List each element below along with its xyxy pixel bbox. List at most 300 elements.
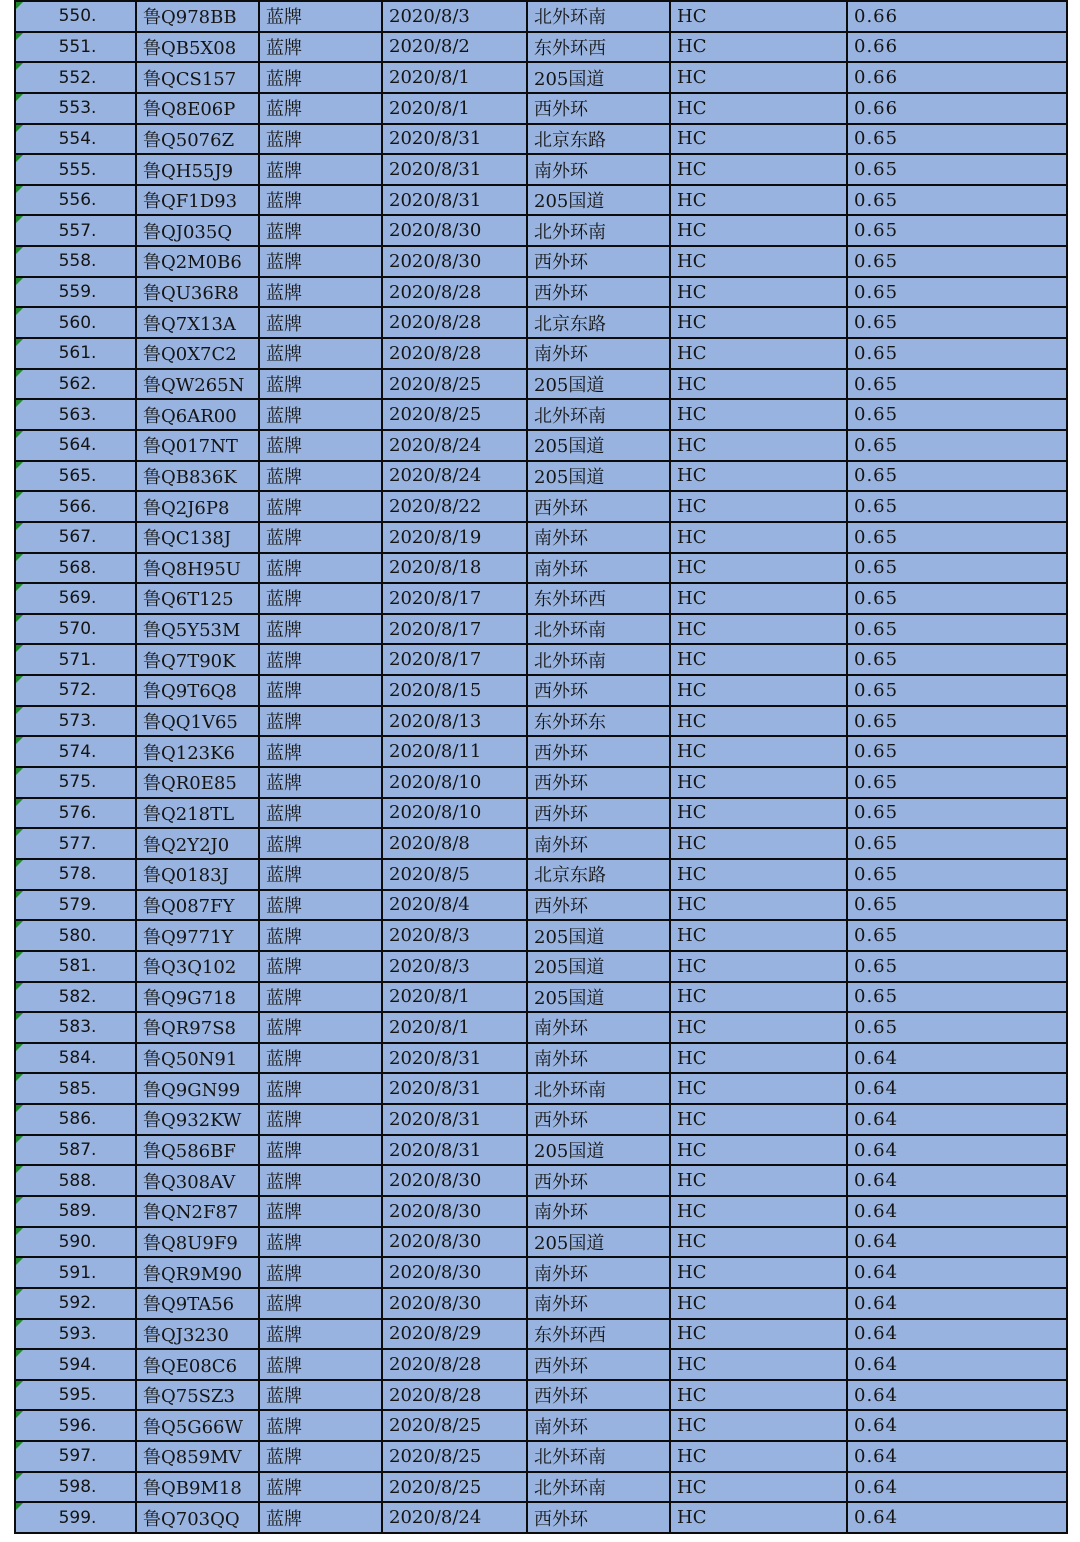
plate-color-cell[interactable]: 蓝牌 [259,920,382,951]
date-cell[interactable]: 2020/8/10 [382,798,527,829]
value-cell[interactable]: 0.64 [847,1380,1067,1411]
value-cell[interactable]: 0.64 [847,1073,1067,1104]
date-cell[interactable]: 2020/8/3 [382,920,527,951]
row-index-cell[interactable] [15,1257,136,1288]
value-cell[interactable]: 0.65 [847,798,1067,829]
value-cell[interactable]: 0.65 [847,675,1067,706]
plate-color-cell[interactable]: 蓝牌 [259,1319,382,1350]
date-cell[interactable]: 2020/8/24 [382,430,527,461]
pollutant-type-cell[interactable]: HC [670,828,847,859]
row-index-cell[interactable] [15,553,136,584]
value-cell[interactable]: 0.65 [847,583,1067,614]
row-index-cell[interactable] [15,736,136,767]
value-cell[interactable]: 0.65 [847,215,1067,246]
plate-color-cell[interactable]: 蓝牌 [259,675,382,706]
plate-cell[interactable]: 鲁Q9GN99 [136,1073,259,1104]
plate-cell[interactable]: 鲁Q5G66W [136,1410,259,1441]
row-index-cell[interactable] [15,706,136,737]
location-cell[interactable]: 西外环 [527,675,670,706]
location-cell[interactable]: 南外环 [527,828,670,859]
row-index-cell[interactable] [15,1410,136,1441]
date-cell[interactable]: 2020/8/18 [382,553,527,584]
value-cell[interactable]: 0.64 [847,1135,1067,1166]
value-cell[interactable]: 0.65 [847,767,1067,798]
value-cell[interactable]: 0.65 [847,890,1067,921]
plate-cell[interactable]: 鲁QB9M18 [136,1472,259,1503]
plate-cell[interactable]: 鲁Q8E06P [136,93,259,124]
plate-cell[interactable]: 鲁QCS157 [136,62,259,93]
date-cell[interactable]: 2020/8/31 [382,154,527,185]
date-cell[interactable]: 2020/8/28 [382,1380,527,1411]
row-index-cell[interactable] [15,1319,136,1350]
value-cell[interactable]: 0.66 [847,62,1067,93]
date-cell[interactable]: 2020/8/28 [382,307,527,338]
plate-color-cell[interactable]: 蓝牌 [259,93,382,124]
pollutant-type-cell[interactable]: HC [670,982,847,1013]
location-cell[interactable]: 北外环南 [527,614,670,645]
date-cell[interactable]: 2020/8/13 [382,706,527,737]
pollutant-type-cell[interactable]: HC [670,215,847,246]
plate-color-cell[interactable]: 蓝牌 [259,491,382,522]
value-cell[interactable]: 0.64 [847,1257,1067,1288]
row-index-cell[interactable] [15,1441,136,1472]
value-cell[interactable]: 0.64 [847,1288,1067,1319]
plate-color-cell[interactable]: 蓝牌 [259,369,382,400]
date-cell[interactable]: 2020/8/3 [382,1,527,32]
row-index-cell[interactable] [15,1012,136,1043]
value-cell[interactable]: 0.65 [847,706,1067,737]
pollutant-type-cell[interactable]: HC [670,1043,847,1074]
pollutant-type-cell[interactable]: HC [670,675,847,706]
plate-cell[interactable]: 鲁Q7X13A [136,307,259,338]
date-cell[interactable]: 2020/8/25 [382,399,527,430]
location-cell[interactable]: 南外环 [527,1288,670,1319]
location-cell[interactable]: 北外环南 [527,1073,670,1104]
date-cell[interactable]: 2020/8/2 [382,32,527,63]
plate-color-cell[interactable]: 蓝牌 [259,277,382,308]
plate-color-cell[interactable]: 蓝牌 [259,1043,382,1074]
row-index-cell[interactable] [15,461,136,492]
location-cell[interactable]: 北外环南 [527,1472,670,1503]
value-cell[interactable]: 0.64 [847,1104,1067,1135]
location-cell[interactable]: 西外环 [527,246,670,277]
plate-cell[interactable]: 鲁QF1D93 [136,185,259,216]
value-cell[interactable]: 0.66 [847,32,1067,63]
pollutant-type-cell[interactable]: HC [670,1104,847,1135]
value-cell[interactable]: 0.64 [847,1349,1067,1380]
date-cell[interactable]: 2020/8/19 [382,522,527,553]
date-cell[interactable]: 2020/8/28 [382,338,527,369]
row-index-cell[interactable] [15,185,136,216]
value-cell[interactable]: 0.65 [847,491,1067,522]
pollutant-type-cell[interactable]: HC [670,706,847,737]
location-cell[interactable]: 东外环西 [527,1319,670,1350]
pollutant-type-cell[interactable]: HC [670,1380,847,1411]
value-cell[interactable]: 0.65 [847,920,1067,951]
location-cell[interactable]: 南外环 [527,1012,670,1043]
value-cell[interactable]: 0.64 [847,1410,1067,1441]
plate-cell[interactable]: 鲁QB836K [136,461,259,492]
location-cell[interactable]: 南外环 [527,1043,670,1074]
location-cell[interactable]: 205国道 [527,951,670,982]
plate-color-cell[interactable]: 蓝牌 [259,1196,382,1227]
date-cell[interactable]: 2020/8/1 [382,982,527,1013]
date-cell[interactable]: 2020/8/30 [382,1257,527,1288]
plate-color-cell[interactable]: 蓝牌 [259,644,382,675]
location-cell[interactable]: 东外环西 [527,32,670,63]
row-index-cell[interactable] [15,32,136,63]
date-cell[interactable]: 2020/8/25 [382,1441,527,1472]
value-cell[interactable]: 0.64 [847,1165,1067,1196]
value-cell[interactable]: 0.64 [847,1502,1067,1533]
plate-cell[interactable]: 鲁Q75SZ3 [136,1380,259,1411]
value-cell[interactable]: 0.65 [847,154,1067,185]
plate-color-cell[interactable]: 蓝牌 [259,1288,382,1319]
date-cell[interactable]: 2020/8/30 [382,1288,527,1319]
row-index-cell[interactable] [15,1349,136,1380]
pollutant-type-cell[interactable]: HC [670,32,847,63]
plate-cell[interactable]: 鲁Q8H95U [136,553,259,584]
location-cell[interactable]: 南外环 [527,338,670,369]
plate-color-cell[interactable]: 蓝牌 [259,62,382,93]
value-cell[interactable]: 0.65 [847,461,1067,492]
plate-color-cell[interactable]: 蓝牌 [259,767,382,798]
date-cell[interactable]: 2020/8/31 [382,1135,527,1166]
plate-cell[interactable]: 鲁Q3Q102 [136,951,259,982]
location-cell[interactable]: 北外环南 [527,1441,670,1472]
plate-cell[interactable]: 鲁Q2J6P8 [136,491,259,522]
plate-cell[interactable]: 鲁Q123K6 [136,736,259,767]
value-cell[interactable]: 0.65 [847,338,1067,369]
pollutant-type-cell[interactable]: HC [670,736,847,767]
value-cell[interactable]: 0.64 [847,1227,1067,1258]
location-cell[interactable]: 西外环 [527,1380,670,1411]
location-cell[interactable]: 西外环 [527,767,670,798]
value-cell[interactable]: 0.66 [847,93,1067,124]
row-index-cell[interactable] [15,430,136,461]
pollutant-type-cell[interactable]: HC [670,1349,847,1380]
date-cell[interactable]: 2020/8/22 [382,491,527,522]
plate-cell[interactable]: 鲁QR9M90 [136,1257,259,1288]
date-cell[interactable]: 2020/8/31 [382,124,527,155]
plate-cell[interactable]: 鲁QE08C6 [136,1349,259,1380]
plate-color-cell[interactable]: 蓝牌 [259,1349,382,1380]
location-cell[interactable]: 南外环 [527,1257,670,1288]
plate-cell[interactable]: 鲁Q703QQ [136,1502,259,1533]
row-index-cell[interactable] [15,920,136,951]
plate-color-cell[interactable]: 蓝牌 [259,307,382,338]
location-cell[interactable]: 东外环西 [527,583,670,614]
plate-cell[interactable]: 鲁Q5076Z [136,124,259,155]
pollutant-type-cell[interactable]: HC [670,307,847,338]
location-cell[interactable]: 205国道 [527,62,670,93]
plate-color-cell[interactable]: 蓝牌 [259,583,382,614]
plate-cell[interactable]: 鲁QU36R8 [136,277,259,308]
plate-color-cell[interactable]: 蓝牌 [259,1104,382,1135]
value-cell[interactable]: 0.65 [847,859,1067,890]
plate-color-cell[interactable]: 蓝牌 [259,215,382,246]
value-cell[interactable]: 0.65 [847,982,1067,1013]
location-cell[interactable]: 南外环 [527,1410,670,1441]
plate-cell[interactable]: 鲁QQ1V65 [136,706,259,737]
location-cell[interactable]: 南外环 [527,553,670,584]
pollutant-type-cell[interactable]: HC [670,1441,847,1472]
date-cell[interactable]: 2020/8/31 [382,1104,527,1135]
location-cell[interactable]: 北京东路 [527,124,670,155]
row-index-cell[interactable] [15,828,136,859]
date-cell[interactable]: 2020/8/30 [382,1227,527,1258]
plate-color-cell[interactable]: 蓝牌 [259,1410,382,1441]
pollutant-type-cell[interactable]: HC [670,859,847,890]
value-cell[interactable]: 0.65 [847,1012,1067,1043]
pollutant-type-cell[interactable]: HC [670,1502,847,1533]
location-cell[interactable]: 西外环 [527,798,670,829]
row-index-cell[interactable] [15,246,136,277]
location-cell[interactable]: 205国道 [527,430,670,461]
value-cell[interactable]: 0.65 [847,951,1067,982]
pollutant-type-cell[interactable]: HC [670,185,847,216]
plate-cell[interactable]: 鲁Q978BB [136,1,259,32]
date-cell[interactable]: 2020/8/31 [382,185,527,216]
plate-cell[interactable]: 鲁Q9G718 [136,982,259,1013]
plate-cell[interactable]: 鲁Q5Y53M [136,614,259,645]
date-cell[interactable]: 2020/8/1 [382,1012,527,1043]
value-cell[interactable]: 0.65 [847,307,1067,338]
pollutant-type-cell[interactable]: HC [670,246,847,277]
plate-cell[interactable]: 鲁QR0E85 [136,767,259,798]
value-cell[interactable]: 0.64 [847,1043,1067,1074]
location-cell[interactable]: 205国道 [527,369,670,400]
row-index-cell[interactable] [15,338,136,369]
date-cell[interactable]: 2020/8/25 [382,1472,527,1503]
pollutant-type-cell[interactable]: HC [670,522,847,553]
row-index-cell[interactable] [15,307,136,338]
plate-color-cell[interactable]: 蓝牌 [259,736,382,767]
pollutant-type-cell[interactable]: HC [670,338,847,369]
value-cell[interactable]: 0.65 [847,522,1067,553]
date-cell[interactable]: 2020/8/30 [382,1165,527,1196]
plate-cell[interactable]: 鲁Q9771Y [136,920,259,951]
pollutant-type-cell[interactable]: HC [670,767,847,798]
pollutant-type-cell[interactable]: HC [670,951,847,982]
value-cell[interactable]: 0.66 [847,1,1067,32]
date-cell[interactable]: 2020/8/1 [382,62,527,93]
pollutant-type-cell[interactable]: HC [670,1135,847,1166]
pollutant-type-cell[interactable]: HC [670,614,847,645]
pollutant-type-cell[interactable]: HC [670,1227,847,1258]
plate-color-cell[interactable]: 蓝牌 [259,859,382,890]
row-index-cell[interactable] [15,154,136,185]
date-cell[interactable]: 2020/8/30 [382,246,527,277]
plate-cell[interactable]: 鲁Q2M0B6 [136,246,259,277]
plate-cell[interactable]: 鲁Q6AR00 [136,399,259,430]
plate-color-cell[interactable]: 蓝牌 [259,246,382,277]
row-index-cell[interactable] [15,1165,136,1196]
location-cell[interactable]: 北外环南 [527,399,670,430]
location-cell[interactable]: 北外环南 [527,215,670,246]
location-cell[interactable]: 东外环东 [527,706,670,737]
date-cell[interactable]: 2020/8/25 [382,369,527,400]
location-cell[interactable]: 北外环南 [527,1,670,32]
pollutant-type-cell[interactable]: HC [670,1012,847,1043]
date-cell[interactable]: 2020/8/1 [382,93,527,124]
location-cell[interactable]: 西外环 [527,93,670,124]
location-cell[interactable]: 南外环 [527,522,670,553]
location-cell[interactable]: 西外环 [527,890,670,921]
plate-cell[interactable]: 鲁Q9T6Q8 [136,675,259,706]
plate-color-cell[interactable]: 蓝牌 [259,430,382,461]
date-cell[interactable]: 2020/8/5 [382,859,527,890]
plate-cell[interactable]: 鲁QH55J9 [136,154,259,185]
plate-color-cell[interactable]: 蓝牌 [259,32,382,63]
pollutant-type-cell[interactable]: HC [670,461,847,492]
plate-color-cell[interactable]: 蓝牌 [259,982,382,1013]
location-cell[interactable]: 西外环 [527,1104,670,1135]
plate-color-cell[interactable]: 蓝牌 [259,706,382,737]
row-index-cell[interactable] [15,369,136,400]
row-index-cell[interactable] [15,1288,136,1319]
pollutant-type-cell[interactable]: HC [670,430,847,461]
plate-cell[interactable]: 鲁Q2Y2J0 [136,828,259,859]
value-cell[interactable]: 0.65 [847,553,1067,584]
pollutant-type-cell[interactable]: HC [670,1319,847,1350]
pollutant-type-cell[interactable]: HC [670,890,847,921]
plate-color-cell[interactable]: 蓝牌 [259,951,382,982]
date-cell[interactable]: 2020/8/25 [382,1410,527,1441]
date-cell[interactable]: 2020/8/24 [382,1502,527,1533]
date-cell[interactable]: 2020/8/17 [382,644,527,675]
row-index-cell[interactable] [15,491,136,522]
plate-color-cell[interactable]: 蓝牌 [259,124,382,155]
date-cell[interactable]: 2020/8/30 [382,215,527,246]
pollutant-type-cell[interactable]: HC [670,1410,847,1441]
pollutant-type-cell[interactable]: HC [670,1288,847,1319]
plate-cell[interactable]: 鲁Q308AV [136,1165,259,1196]
row-index-cell[interactable] [15,1196,136,1227]
date-cell[interactable]: 2020/8/28 [382,1349,527,1380]
plate-color-cell[interactable]: 蓝牌 [259,1227,382,1258]
plate-color-cell[interactable]: 蓝牌 [259,185,382,216]
pollutant-type-cell[interactable]: HC [670,1,847,32]
plate-color-cell[interactable]: 蓝牌 [259,1441,382,1472]
plate-color-cell[interactable]: 蓝牌 [259,1472,382,1503]
pollutant-type-cell[interactable]: HC [670,1165,847,1196]
pollutant-type-cell[interactable]: HC [670,1196,847,1227]
plate-cell[interactable]: 鲁Q586BF [136,1135,259,1166]
plate-color-cell[interactable]: 蓝牌 [259,614,382,645]
location-cell[interactable]: 西外环 [527,491,670,522]
plate-cell[interactable]: 鲁Q50N91 [136,1043,259,1074]
row-index-cell[interactable] [15,614,136,645]
date-cell[interactable]: 2020/8/15 [382,675,527,706]
plate-color-cell[interactable]: 蓝牌 [259,461,382,492]
pollutant-type-cell[interactable]: HC [670,399,847,430]
location-cell[interactable]: 西外环 [527,1502,670,1533]
date-cell[interactable]: 2020/8/8 [382,828,527,859]
row-index-cell[interactable] [15,399,136,430]
row-index-cell[interactable] [15,675,136,706]
pollutant-type-cell[interactable]: HC [670,491,847,522]
row-index-cell[interactable] [15,93,136,124]
location-cell[interactable]: 南外环 [527,154,670,185]
row-index-cell[interactable] [15,124,136,155]
location-cell[interactable]: 205国道 [527,185,670,216]
row-index-cell[interactable] [15,951,136,982]
plate-color-cell[interactable]: 蓝牌 [259,1502,382,1533]
pollutant-type-cell[interactable]: HC [670,369,847,400]
plate-cell[interactable]: 鲁Q932KW [136,1104,259,1135]
location-cell[interactable]: 西外环 [527,277,670,308]
plate-color-cell[interactable]: 蓝牌 [259,1165,382,1196]
plate-cell[interactable]: 鲁QB5X08 [136,32,259,63]
row-index-cell[interactable] [15,767,136,798]
date-cell[interactable]: 2020/8/31 [382,1043,527,1074]
date-cell[interactable]: 2020/8/4 [382,890,527,921]
value-cell[interactable]: 0.64 [847,1319,1067,1350]
value-cell[interactable]: 0.65 [847,399,1067,430]
location-cell[interactable]: 西外环 [527,736,670,767]
date-cell[interactable]: 2020/8/29 [382,1319,527,1350]
plate-color-cell[interactable]: 蓝牌 [259,1012,382,1043]
plate-color-cell[interactable]: 蓝牌 [259,828,382,859]
row-index-cell[interactable] [15,890,136,921]
plate-color-cell[interactable]: 蓝牌 [259,522,382,553]
row-index-cell[interactable] [15,215,136,246]
location-cell[interactable]: 西外环 [527,1165,670,1196]
value-cell[interactable]: 0.65 [847,246,1067,277]
plate-color-cell[interactable]: 蓝牌 [259,154,382,185]
row-index-cell[interactable] [15,1472,136,1503]
pollutant-type-cell[interactable]: HC [670,798,847,829]
row-index-cell[interactable] [15,1104,136,1135]
location-cell[interactable]: 205国道 [527,461,670,492]
plate-color-cell[interactable]: 蓝牌 [259,338,382,369]
row-index-cell[interactable] [15,1227,136,1258]
plate-color-cell[interactable]: 蓝牌 [259,553,382,584]
plate-cell[interactable]: 鲁QJ3230 [136,1319,259,1350]
date-cell[interactable]: 2020/8/3 [382,951,527,982]
location-cell[interactable]: 北外环南 [527,644,670,675]
date-cell[interactable]: 2020/8/17 [382,614,527,645]
date-cell[interactable]: 2020/8/11 [382,736,527,767]
plate-cell[interactable]: 鲁QW265N [136,369,259,400]
location-cell[interactable]: 205国道 [527,1227,670,1258]
row-index-cell[interactable] [15,859,136,890]
location-cell[interactable]: 西外环 [527,1349,670,1380]
location-cell[interactable]: 205国道 [527,920,670,951]
date-cell[interactable]: 2020/8/24 [382,461,527,492]
row-index-cell[interactable] [15,1380,136,1411]
pollutant-type-cell[interactable]: HC [670,644,847,675]
location-cell[interactable]: 北京东路 [527,307,670,338]
value-cell[interactable]: 0.65 [847,644,1067,675]
plate-color-cell[interactable]: 蓝牌 [259,890,382,921]
plate-cell[interactable]: 鲁QC138J [136,522,259,553]
plate-cell[interactable]: 鲁QN2F87 [136,1196,259,1227]
plate-color-cell[interactable]: 蓝牌 [259,1073,382,1104]
location-cell[interactable]: 南外环 [527,1196,670,1227]
plate-color-cell[interactable]: 蓝牌 [259,1380,382,1411]
value-cell[interactable]: 0.65 [847,430,1067,461]
row-index-cell[interactable] [15,1135,136,1166]
plate-cell[interactable]: 鲁Q218TL [136,798,259,829]
location-cell[interactable]: 205国道 [527,982,670,1013]
plate-cell[interactable]: 鲁Q859MV [136,1441,259,1472]
pollutant-type-cell[interactable]: HC [670,553,847,584]
pollutant-type-cell[interactable]: HC [670,583,847,614]
date-cell[interactable]: 2020/8/17 [382,583,527,614]
plate-color-cell[interactable]: 蓝牌 [259,399,382,430]
